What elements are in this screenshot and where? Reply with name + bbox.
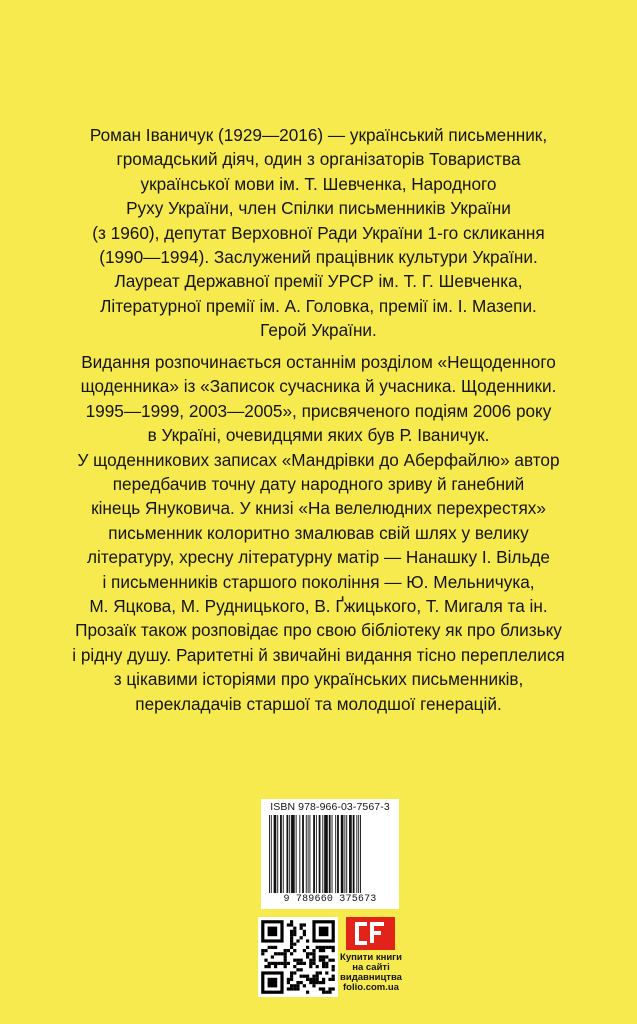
desc-line: літературу, хресну літературну матір — Нанашку І. Вільде	[86, 547, 550, 568]
shop-line: на сайті	[352, 962, 390, 973]
bio-line: громадський діяч, один з організаторів Товариства	[116, 149, 521, 170]
bio-line: (з 1960), депутат Верховної Ради України 1-го скликання	[92, 222, 545, 243]
bio-line: Герой України.	[260, 320, 377, 341]
shop-line: видавництва	[340, 972, 402, 983]
desc-line: кінець Януковича. У книзі «На велелюдних перехрестях»	[91, 498, 546, 519]
isbn-label: ISBN 978-966-03-7567-3	[270, 801, 390, 813]
desc-line: і письменників старшого покоління — Ю. Мельничука,	[102, 571, 535, 592]
desc-line: з цікавими історіями про українських письменників,	[113, 669, 524, 690]
desc-line: Прозаїк також розповідає про свою бібліотеку як про близьку	[75, 620, 562, 641]
shop-line: Купити книги	[340, 952, 402, 963]
bio-line: Руху України, член Спілки письменників України	[126, 198, 511, 219]
desc-line: в Україні, очевидцями яких був Р. Іваничук.	[147, 425, 490, 446]
barcode-bars-icon	[267, 815, 393, 893]
desc-line: У щоденникових записах «Мандрівки до Аберфайлю» автор	[77, 449, 560, 470]
bio-line: української мови ім. Т. Шевченка, Народного	[140, 173, 497, 194]
desc-line: М. Яцкова, М. Рудницького, В. Ґжицького, Т. Мигаля та ін.	[89, 596, 548, 617]
bio-line: Лауреат Державної премії УРСР ім. Т. Г. Шевченка,	[114, 271, 523, 292]
desc-line: Видання розпочинається останнім розділом «Нещоденного	[81, 352, 556, 372]
author-bio	[40, 123, 597, 343]
bio-line: Літературної премії ім. А. Головка, премії ім. І. Мазепи.	[100, 295, 537, 316]
desc-line: передбачив точну дату народного зриву й ганебний	[112, 474, 525, 495]
desc-line: 1995—1999, 2003—2005», присвяченого подіям 2006 року	[85, 400, 552, 421]
desc-line: щоденника» із «Записок сучасника й учасника. Щоденники.	[80, 376, 557, 397]
bio-line: Роман Іваничук (1929—2016) — український письменник,	[89, 125, 548, 145]
shop-line: folio.com.ua	[343, 982, 399, 993]
desc-line: і рідну душу. Раритетні й звичайні видання тісно переплелися	[72, 644, 565, 665]
desc-line: письменник колоритно змалював свій шлях у велику	[108, 522, 529, 543]
publisher-cf-logo-icon	[346, 917, 395, 950]
qr-code-icon	[258, 917, 338, 997]
barcode-digits: 9 789660 375673	[283, 894, 377, 905]
barcode	[261, 799, 399, 909]
book-description	[40, 350, 597, 716]
shop-info	[340, 953, 402, 993]
bio-line: (1990—1994). Заслужений працівник культури України.	[99, 247, 538, 268]
desc-line: перекладачів старшої та молодшої генерацій.	[135, 693, 502, 714]
